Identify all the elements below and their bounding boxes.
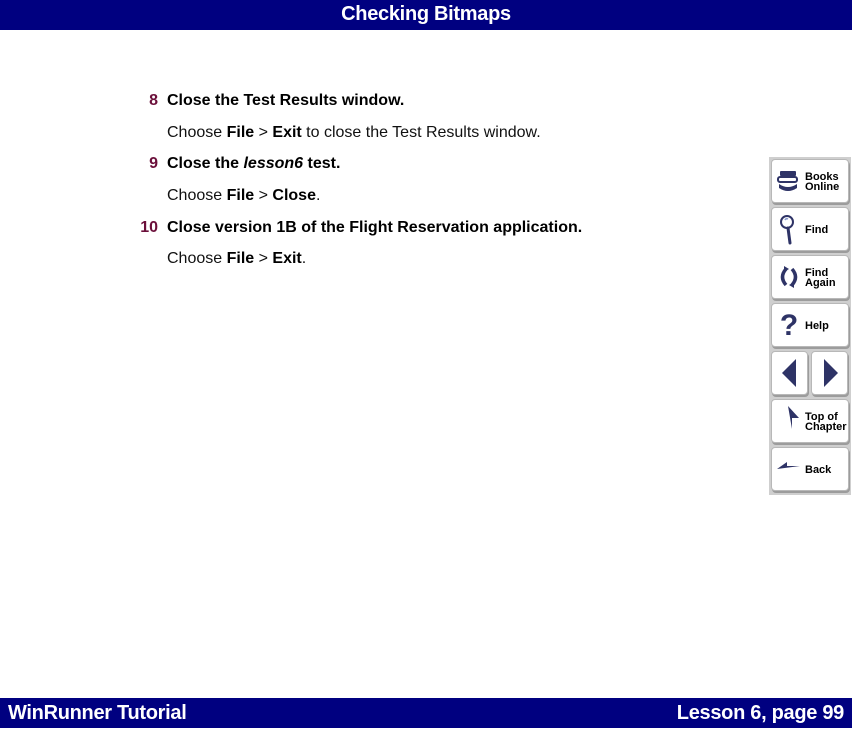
step-instruction: Choose File > Exit to close the Test Results window. [167, 124, 541, 141]
nav-label: Books Online [805, 171, 840, 193]
left-triangle-icon [780, 359, 800, 387]
navigation-panel [769, 157, 851, 495]
right-triangle-icon [820, 359, 840, 387]
nav-label: Find [805, 224, 829, 236]
help-button[interactable] [771, 303, 849, 347]
page-footer [0, 698, 852, 728]
step-instruction: Choose File > Exit. [167, 250, 307, 267]
test-name: lesson6 [243, 155, 304, 172]
step-number: 9 [149, 155, 158, 172]
step-title: Close version 1B of the Flight Reservation application. [167, 219, 583, 236]
left-arrow-icon [777, 453, 801, 485]
step-instruction: Choose File > Close. [167, 187, 321, 204]
menu-name: File [226, 187, 255, 204]
menu-item: Exit [272, 250, 302, 267]
nav-label: Back [805, 464, 832, 476]
page-header [0, 0, 852, 30]
page-title: Checking Bitmaps [341, 3, 511, 25]
find-again-button[interactable] [771, 255, 849, 299]
up-arrow-icon [777, 405, 801, 437]
menu-name: File [226, 124, 255, 141]
step-number: 10 [140, 219, 158, 236]
step-title: Close the Test Results window. [167, 92, 405, 109]
step-title: Close the lesson6 test. [167, 155, 341, 172]
magnifier-icon [777, 213, 801, 245]
refresh-arrows-icon [777, 261, 801, 293]
nav-label: Help [805, 320, 829, 332]
menu-item: Exit [272, 124, 302, 141]
find-button[interactable] [771, 207, 849, 251]
step-number: 8 [149, 92, 158, 109]
nav-label: Find Again [805, 267, 836, 289]
svg-text:?: ? [779, 309, 799, 341]
back-button[interactable] [771, 447, 849, 491]
books-online-button[interactable] [771, 159, 849, 203]
menu-item: Close [272, 187, 316, 204]
next-page-button[interactable] [811, 351, 848, 395]
menu-name: File [226, 250, 255, 267]
question-mark-icon [777, 309, 801, 341]
previous-page-button[interactable] [771, 351, 808, 395]
top-of-chapter-button[interactable] [771, 399, 849, 443]
page-location: Lesson 6, page 99 [676, 702, 844, 724]
document-title: WinRunner Tutorial [8, 702, 187, 724]
nav-label: Top of Chapter [805, 411, 847, 433]
books-icon [777, 165, 801, 197]
